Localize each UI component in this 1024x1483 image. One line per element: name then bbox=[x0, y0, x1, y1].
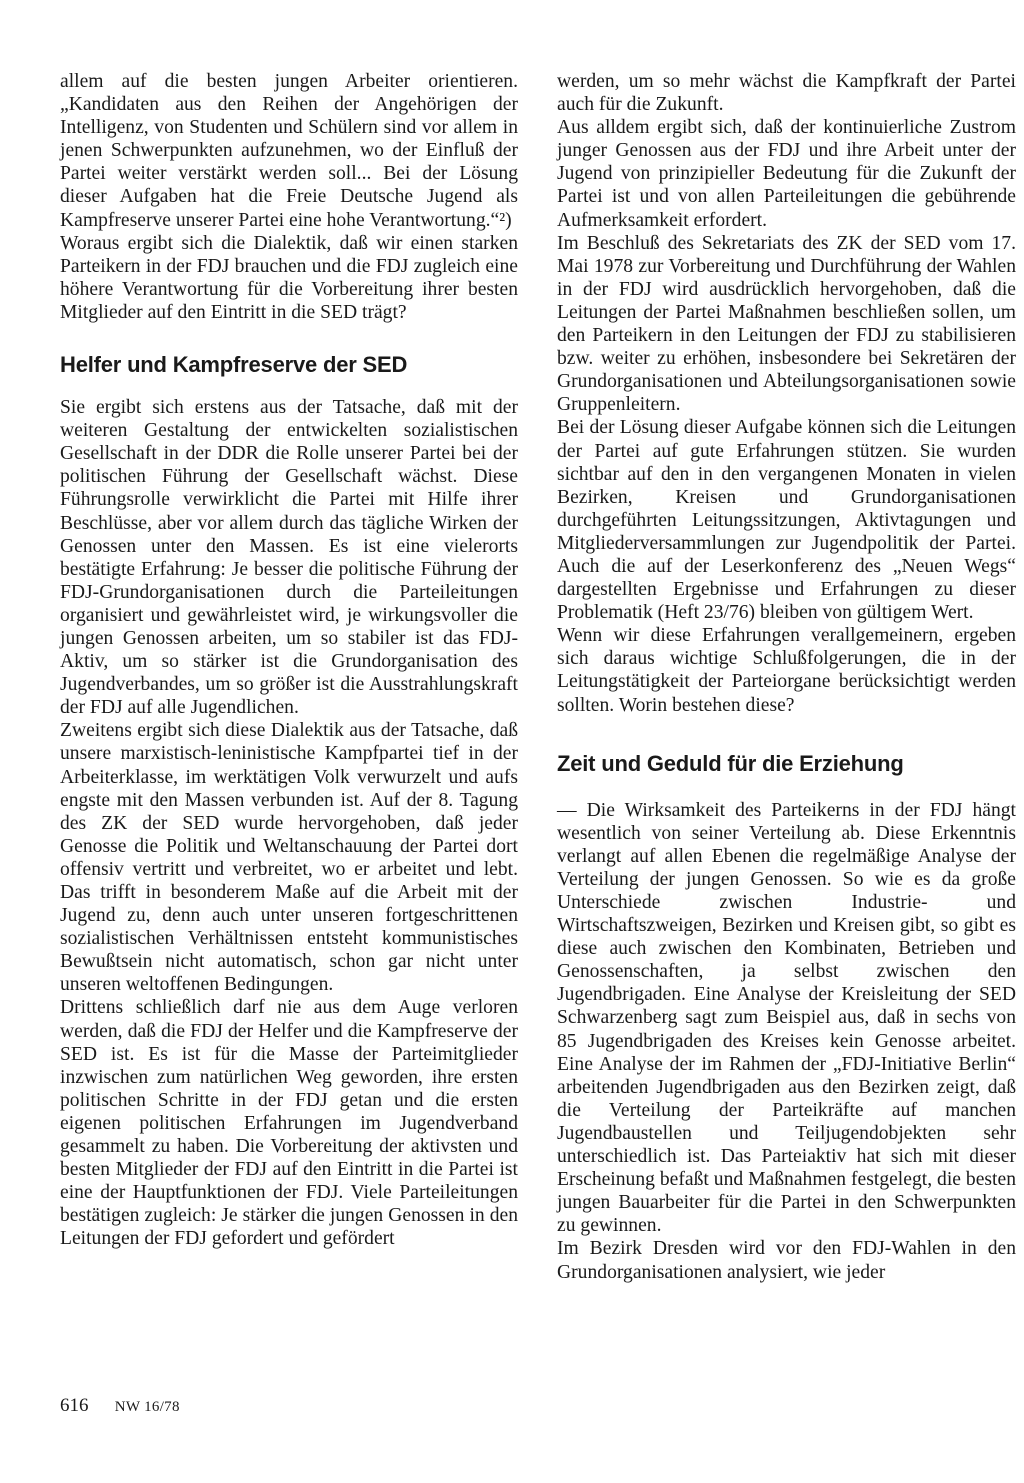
paragraph: Bei der Lösung dieser Aufgabe können sich die Leitungen der Partei auf gute Erfahrungen stützen. Sie wurden sichtbar auf den in den vergangenen Monaten in vielen Bezirken, Kreisen und Grundorganisationen durchgeführten Leitungssitzungen, Aktivtagungen und Mitgliederversammlungen zur Jugendpolitik der Partei. Auch die auf der Leserkonferenz des „Neuen Wegs“ dargestellten Ergebnisse und Erfahrungen zu dieser Problematik (Heft 23/76) bleiben von gültigem Wert. bbox=[557, 417, 1016, 624]
paragraph: Woraus ergibt sich die Dialektik, daß wir einen starken Parteikern in der FDJ brauchen und die FDJ zugleich eine höhere Verantwortung für die Vorbereitung ihrer besten Mitglieder auf den Eintritt in die SED trägt? bbox=[60, 232, 518, 323]
page-footer bbox=[60, 1396, 180, 1417]
paragraph: — Die Wirksamkeit des Parteikerns in der FDJ hängt wesentlich von seiner Verteilung ab. Diese Erkenntnis verlangt auf allen Ebenen die regelmäßige Analyse der Verteilung der jungen Genossen. So wie es da große Unterschiede zwischen Industrie- und Wirtschaftszweigen, Bezirken und Kreisen gibt, so gibt es diese auch zwischen den Kombinaten, Betrieben und Genossenschaften, ja selbst zwischen den Jugendbrigaden. Eine Analyse der Kreisleitung der SED Schwarzenberg sagt zum Beispiel aus, daß in sechs von 85 Jugendbrigaden des Kreises kein Genosse arbeitet. Eine Analyse der im Rahmen der „FDJ-Initiative Berlin“ arbeitenden Jugendbrigaden aus den Bezirken zeigt, daß die Verteilung der Parteikräfte auf manchen Jugendbaustellen und Teiljugendobjekten sehr unterschiedlich ist. Das Parteiaktiv hat sich mit dieser Erscheinung befaßt und Maßnahmen festgelegt, die besten jungen Bauarbeiter für die Partei in den Schwerpunkten zu gewinnen. bbox=[557, 799, 1016, 1237]
paragraph: Aus alldem ergibt sich, daß der kontinuierliche Zustrom junger Genossen aus der FDJ und ihre Arbeit unter der Jugend von prinzipieller Bedeutung für die Zukunft der Partei ist und von allen Parteileitungen die gebührende Aufmerksamkeit erfordert. bbox=[557, 117, 1016, 231]
section-heading: Zeit und Geduld für die Erziehung bbox=[557, 750, 904, 776]
paragraph: Im Bezirk Dresden wird vor den FDJ-Wahlen in den Grundorganisationen analysiert, wie jeder bbox=[557, 1238, 1016, 1283]
paragraph: Drittens schließlich darf nie aus dem Auge verloren werden, daß die FDJ der Helfer und die Kampfreserve der SED ist. Es ist für die Masse der Parteimitglieder inzwischen zum natürlichen Weg geworden, ihre ersten politischen Schritte in der FDJ getan und die ersten eigenen politischen Erfahrungen im Jugendverband gesammelt zu haben. Die Vorbereitung der aktivsten und besten Mitglieder der FDJ auf den Eintritt in die Partei ist eine der Hauptfunktionen der FDJ. Viele Parteileitungen bestätigen zugleich: Je stärker die jungen Genossen in den Leitungen der FDJ gefordert und gefördert bbox=[60, 997, 518, 1250]
paragraph: allem auf die besten jungen Arbeiter orientieren. „Kandidaten aus den Reihen der Angehörigen der Intelligenz, von Studenten und Schülern sind vor allem in jenen Schwerpunkten aufzunehmen, wo der Einfluß der Partei weiter verstärkt werden soll... Bei der Lösung dieser Aufgaben hat die Freie Deutsche Jugend als Kampfreserve unserer Partei eine hohe Verantwortung.“²) bbox=[60, 71, 518, 231]
section-heading: Helfer und Kampfreserve der SED bbox=[60, 352, 408, 378]
page-number: 616 bbox=[60, 1395, 89, 1416]
paragraph: Wenn wir diese Erfahrungen verallgemeinern, ergeben sich daraus wichtige Schlußfolgerungen, die in der Leitungstätigkeit der Parteiorgane berücksichtigt werden sollten. Worin bestehen diese? bbox=[557, 625, 1016, 716]
right-column bbox=[557, 70, 1016, 1284]
issue-label: NW 16/78 bbox=[114, 1399, 180, 1415]
paragraph: Im Beschluß des Sekretariats des ZK der SED vom 17. Mai 1978 zur Vorbereitung und Durchführung der Wahlen in der FDJ wird ausdrücklich hervorgehoben, daß die Leitungen der Partei Maßnahmen beschließen sollen, um den Parteikern in den Leitungen der FDJ zu stabilisieren bzw. weiter zu erhöhen, insbesondere bei Sekretären der Grundorganisationen und Abteilungsorganisationen sowie Gruppenleitern. bbox=[557, 232, 1016, 416]
paragraph: werden, um so mehr wächst die Kampfkraft der Partei auch für die Zukunft. bbox=[557, 71, 1016, 116]
left-column bbox=[60, 70, 518, 1251]
paragraph: Sie ergibt sich erstens aus der Tatsache, daß mit der weiteren Gestaltung der entwickelten sozialistischen Gesellschaft in der DDR die Rolle unserer Partei bei der politischen Führung der Gesellschaft wächst. Diese Führungsrolle verwirklicht die Partei mit Hilfe ihrer Beschlüsse, aber vor allem durch das tägliche Wirken der Genossen unter den Massen. Es ist eine vielerorts bestätigte Erfahrung: Je besser die politische Führung der FDJ-Grundorganisationen durch die Parteileitungen organisiert und gewährleistet wird, je wirkungsvoller die jungen Genossen arbeiten, um so stabiler ist das FDJ-Aktiv, um so stärker ist die Grundorganisation des Jugendverbandes, um so größer ist die Ausstrahlungskraft der FDJ auf alle Jugendlichen. bbox=[60, 397, 518, 719]
paragraph: Zweitens ergibt sich diese Dialektik aus der Tatsache, daß unsere marxistisch-leninistische Kampfpartei tief in der Arbeiterklasse, im werktätigen Volk verwurzelt und aufs engste mit den Massen verbunden ist. Auf der 8. Tagung des ZK der SED wurde hervorgehoben, daß jeder Genosse die Politik und Weltanschauung der Partei dort offensiv vertritt und verbreitet, wo er arbeitet und lebt. Das trifft in besonderem Maße auf die Arbeit mit der Jugend zu, denn auch unter unseren fortgeschrittenen sozialistischen Verhältnissen entsteht kommunistisches Bewußtsein nicht automatisch, schon gar nicht unter unseren weltoffenen Bedingungen. bbox=[60, 720, 518, 996]
